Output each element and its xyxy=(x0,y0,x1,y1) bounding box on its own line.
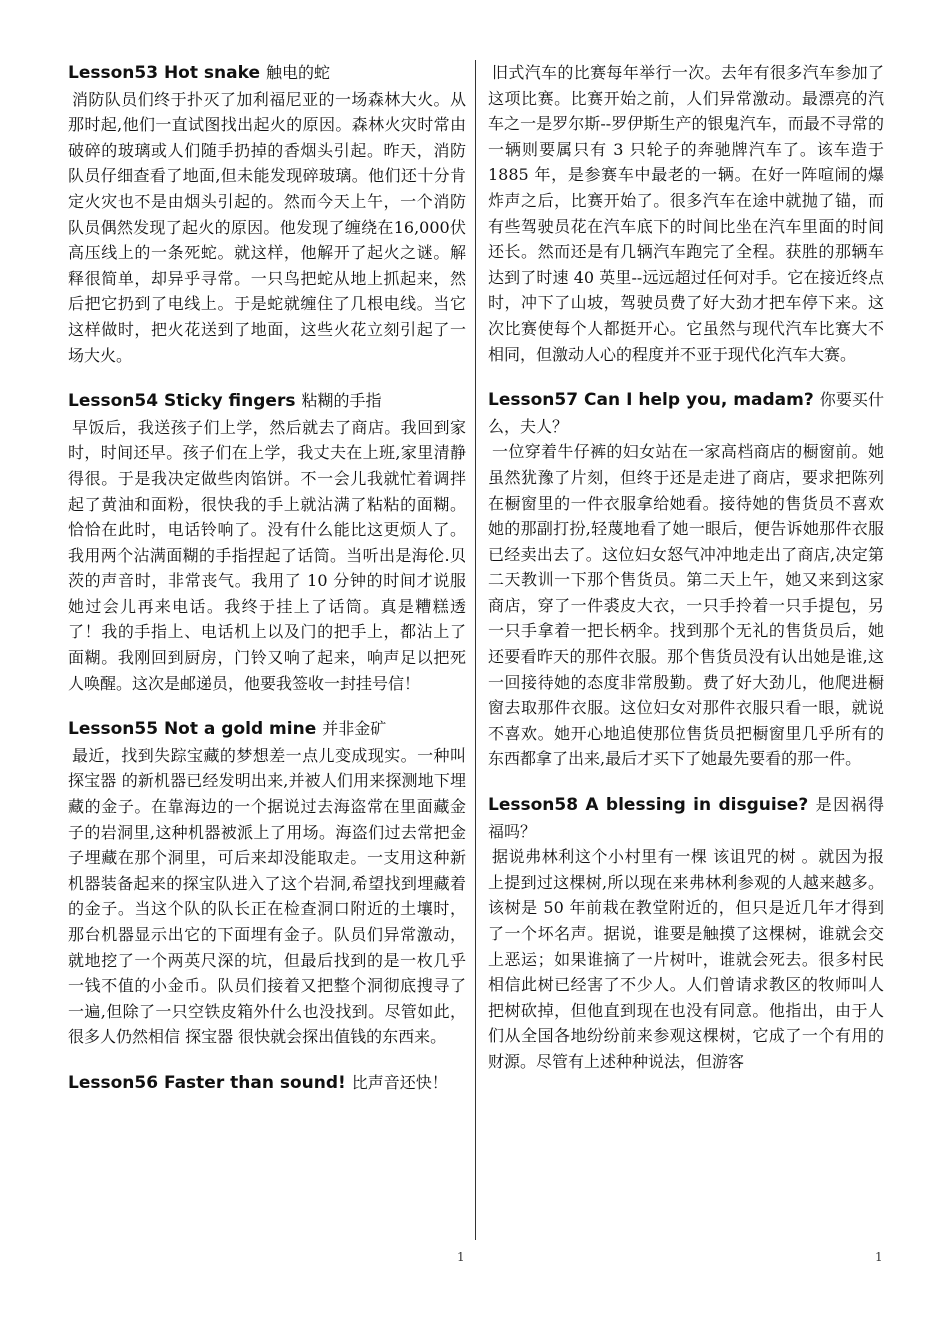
lesson-title xyxy=(68,60,466,87)
page-number-right: 1 xyxy=(875,1250,883,1264)
right-column xyxy=(488,60,884,1095)
lesson-title xyxy=(68,716,466,743)
lesson-title-zh: 比声音还快！ xyxy=(351,1072,448,1092)
lesson-body: 旧式汽车的比赛每年举行一次。去年有很多汽车参加了这项比赛。比赛开始之前，人们异常激动。最漂亮的汽车之一是罗尔斯--罗伊斯生产的银鬼汽车，而最不寻常的一辆则要属只有 3 只轮子的奔驰牌汽车了。该车造于 1885 年，是参赛车中最老的一辆。在好一阵喧闹的爆炸声之后，比赛开始了。很多汽车在途中就抛了锚，而有些驾驶员花在汽车底下的时间比坐在汽车里面的时间还长。然而还是有几辆汽车跑完了全程。获胜的那辆车达到了时速 40 英里--远远超过任何对手。它在接近终点时，冲下了山坡，驾驶员费了好大劲才把车停下来。这次比赛使每个人都挺开心。它虽然与现代汽车比赛大不相同，但激动人心的程度并不亚于现代化汽车大赛。 xyxy=(488,63,884,364)
lesson-title-en: Lesson56 Faster than sound! xyxy=(68,1072,346,1093)
lesson-56-continued xyxy=(488,60,884,367)
lesson-57 xyxy=(488,387,884,772)
lesson-title-en: Lesson58 A blessing in disguise? xyxy=(488,795,809,816)
lesson-body: 据说弗林利这个小村里有一棵 该诅咒的树 。就因为报上提到过这棵树,所以现在来弗林利参观的人越来越多。该树是 50 年前栽在教堂附近的，但只是近几年才得到了一个坏名声。据说，谁要是触摸了这棵树，谁就会交上恶运；如果谁摘了一片树叶，谁就会死去。很多村民相信此树已经害了不少人。人们曾请求教区的牧师叫人把树砍掉，但他直到现在也没有同意。他指出，由于人们从全国各地纷纷前来参观这棵树，它成了一个有用的财源。尽管有上述种种说法，但游客 xyxy=(488,847,884,1071)
lesson-title xyxy=(488,792,884,844)
column-divider xyxy=(475,60,476,1240)
lesson-56 xyxy=(68,1070,466,1097)
lesson-title xyxy=(68,388,466,415)
left-column xyxy=(68,60,466,1117)
lesson-title xyxy=(488,387,884,439)
lesson-title xyxy=(68,1070,466,1097)
lesson-54 xyxy=(68,388,466,696)
lesson-body: 消防队员们终于扑灭了加利福尼亚的一场森林大火。从那时起,他们一直试图找出起火的原因。森林火灾时常由破碎的玻璃或人们随手扔掉的香烟头引起。昨天，消防队员仔细查看了地面,但未能发现碎玻璃。他们还十分肯定火灾也不是由烟头引起的。然而今天上午，一个消防队员偶然发现了起火的原因。他发现了缠绕在16,000伏高压线上的一条死蛇。就这样，他解开了起火之谜。解释很简单，却异乎寻常。一只鸟把蛇从地上抓起来，然后把它扔到了电线上。于是蛇就缠住了几根电线。当它这样做时，把火花送到了地面，这些火花立刻引起了一场大火。 xyxy=(68,89,466,365)
lesson-title-zh: 是因祸得福吗？ xyxy=(488,795,884,841)
page-number-left: 1 xyxy=(457,1250,465,1264)
lesson-title-en: Lesson54 Sticky fingers xyxy=(68,391,296,412)
lesson-body: 一位穿着牛仔裤的妇女站在一家高档商店的橱窗前。她虽然犹豫了片刻，但终于还是走进了商店，要求把陈列在橱窗里的一件衣服拿给她看。接待她的售货员不喜欢她的那副打扮,轻蔑地看了她一眼后，便告诉她那件衣服已经卖出去了。这位妇女怒气冲冲地走出了商店,决定第二天教训一下那个售货员。第二天上午，她又来到这家商店，穿了一件裘皮大衣，一只手拎着一只手提包，另一只手拿着一把长柄伞。找到那个无礼的售货员后，她还要看昨天的那件衣服。那个售货员没有认出她是谁,这一回接待她的态度非常殷勤。费了好大劲儿，他爬进橱窗去取那件衣服。这位妇女对那件衣服只看一眼，就说不喜欢。她开心地追使那位售货员把橱窗里几乎所有的东西都拿了出来,最后才买下了她最先要看的那一件。 xyxy=(488,442,884,769)
lesson-title-en: Lesson55 Not a gold mine xyxy=(68,719,317,740)
lesson-55 xyxy=(68,716,466,1050)
lesson-body: 早饭后，我送孩子们上学，然后就去了商店。我回到家时，时间还早。孩子们在上学，我丈夫在上班,家里清静得很。于是我决定做些肉馅饼。不一会儿我就忙着调拌起了黄油和面粉，很快我的手上就沾满了粘粘的面糊。恰恰在此时，电话铃响了。没有什么能比这更烦人了。我用两个沾满面糊的手指捏起了话筒。当听出是海伦.贝茨的声音时，非常丧气。我用了 10 分钟的时间才说服她过会儿再来电话。我终于挂上了话筒。真是糟糕透了！我的手指上、电话机上以及门的把手上，都沾上了面糊。我刚回到厨房，门铃又响了起来，响声足以把死人唤醒。这次是邮递员，他要我签收一封挂号信！ xyxy=(68,417,466,693)
lesson-58 xyxy=(488,792,884,1075)
lesson-title-zh: 你要买什么，夫人？ xyxy=(488,390,884,436)
lesson-title-zh: 粘糊的手指 xyxy=(301,391,382,411)
lesson-title-en: Lesson57 Can I help you, madam? xyxy=(488,390,814,411)
lesson-53 xyxy=(68,60,466,368)
lesson-title-zh: 触电的蛇 xyxy=(265,63,330,82)
lesson-title-en: Lesson53 Hot snake xyxy=(68,63,260,83)
lesson-body: 最近，找到失踪宝藏的梦想差一点儿变成现实。一种叫 探宝器 的新机器已经发明出来,并被人们用来探测地下埋藏的金子。在靠海边的一个据说过去海盗常在里面藏金子的岩洞里,这种机器被派上了用场。海盗们过去常把金子埋藏在那个洞里，可后来却没能取走。一支用这种新机器装备起来的探宝队进入了这个岩洞,希望找到埋藏着的金子。当这个队的队长正在检查洞口附近的土壤时，那台机器显示出它的下面埋有金子。队员们异常激动，就地挖了一个两英尺深的坑，但最后找到的是一枚几乎一钱不值的小金币。队员们接着又把整个洞彻底搜寻了一遍,但除了一只空铁皮箱外什么也没找到。尽管如此，很多人仍然相信 探宝器 很快就会探出值钱的东西来。 xyxy=(68,745,466,1047)
lesson-title-zh: 并非金矿 xyxy=(322,719,387,739)
